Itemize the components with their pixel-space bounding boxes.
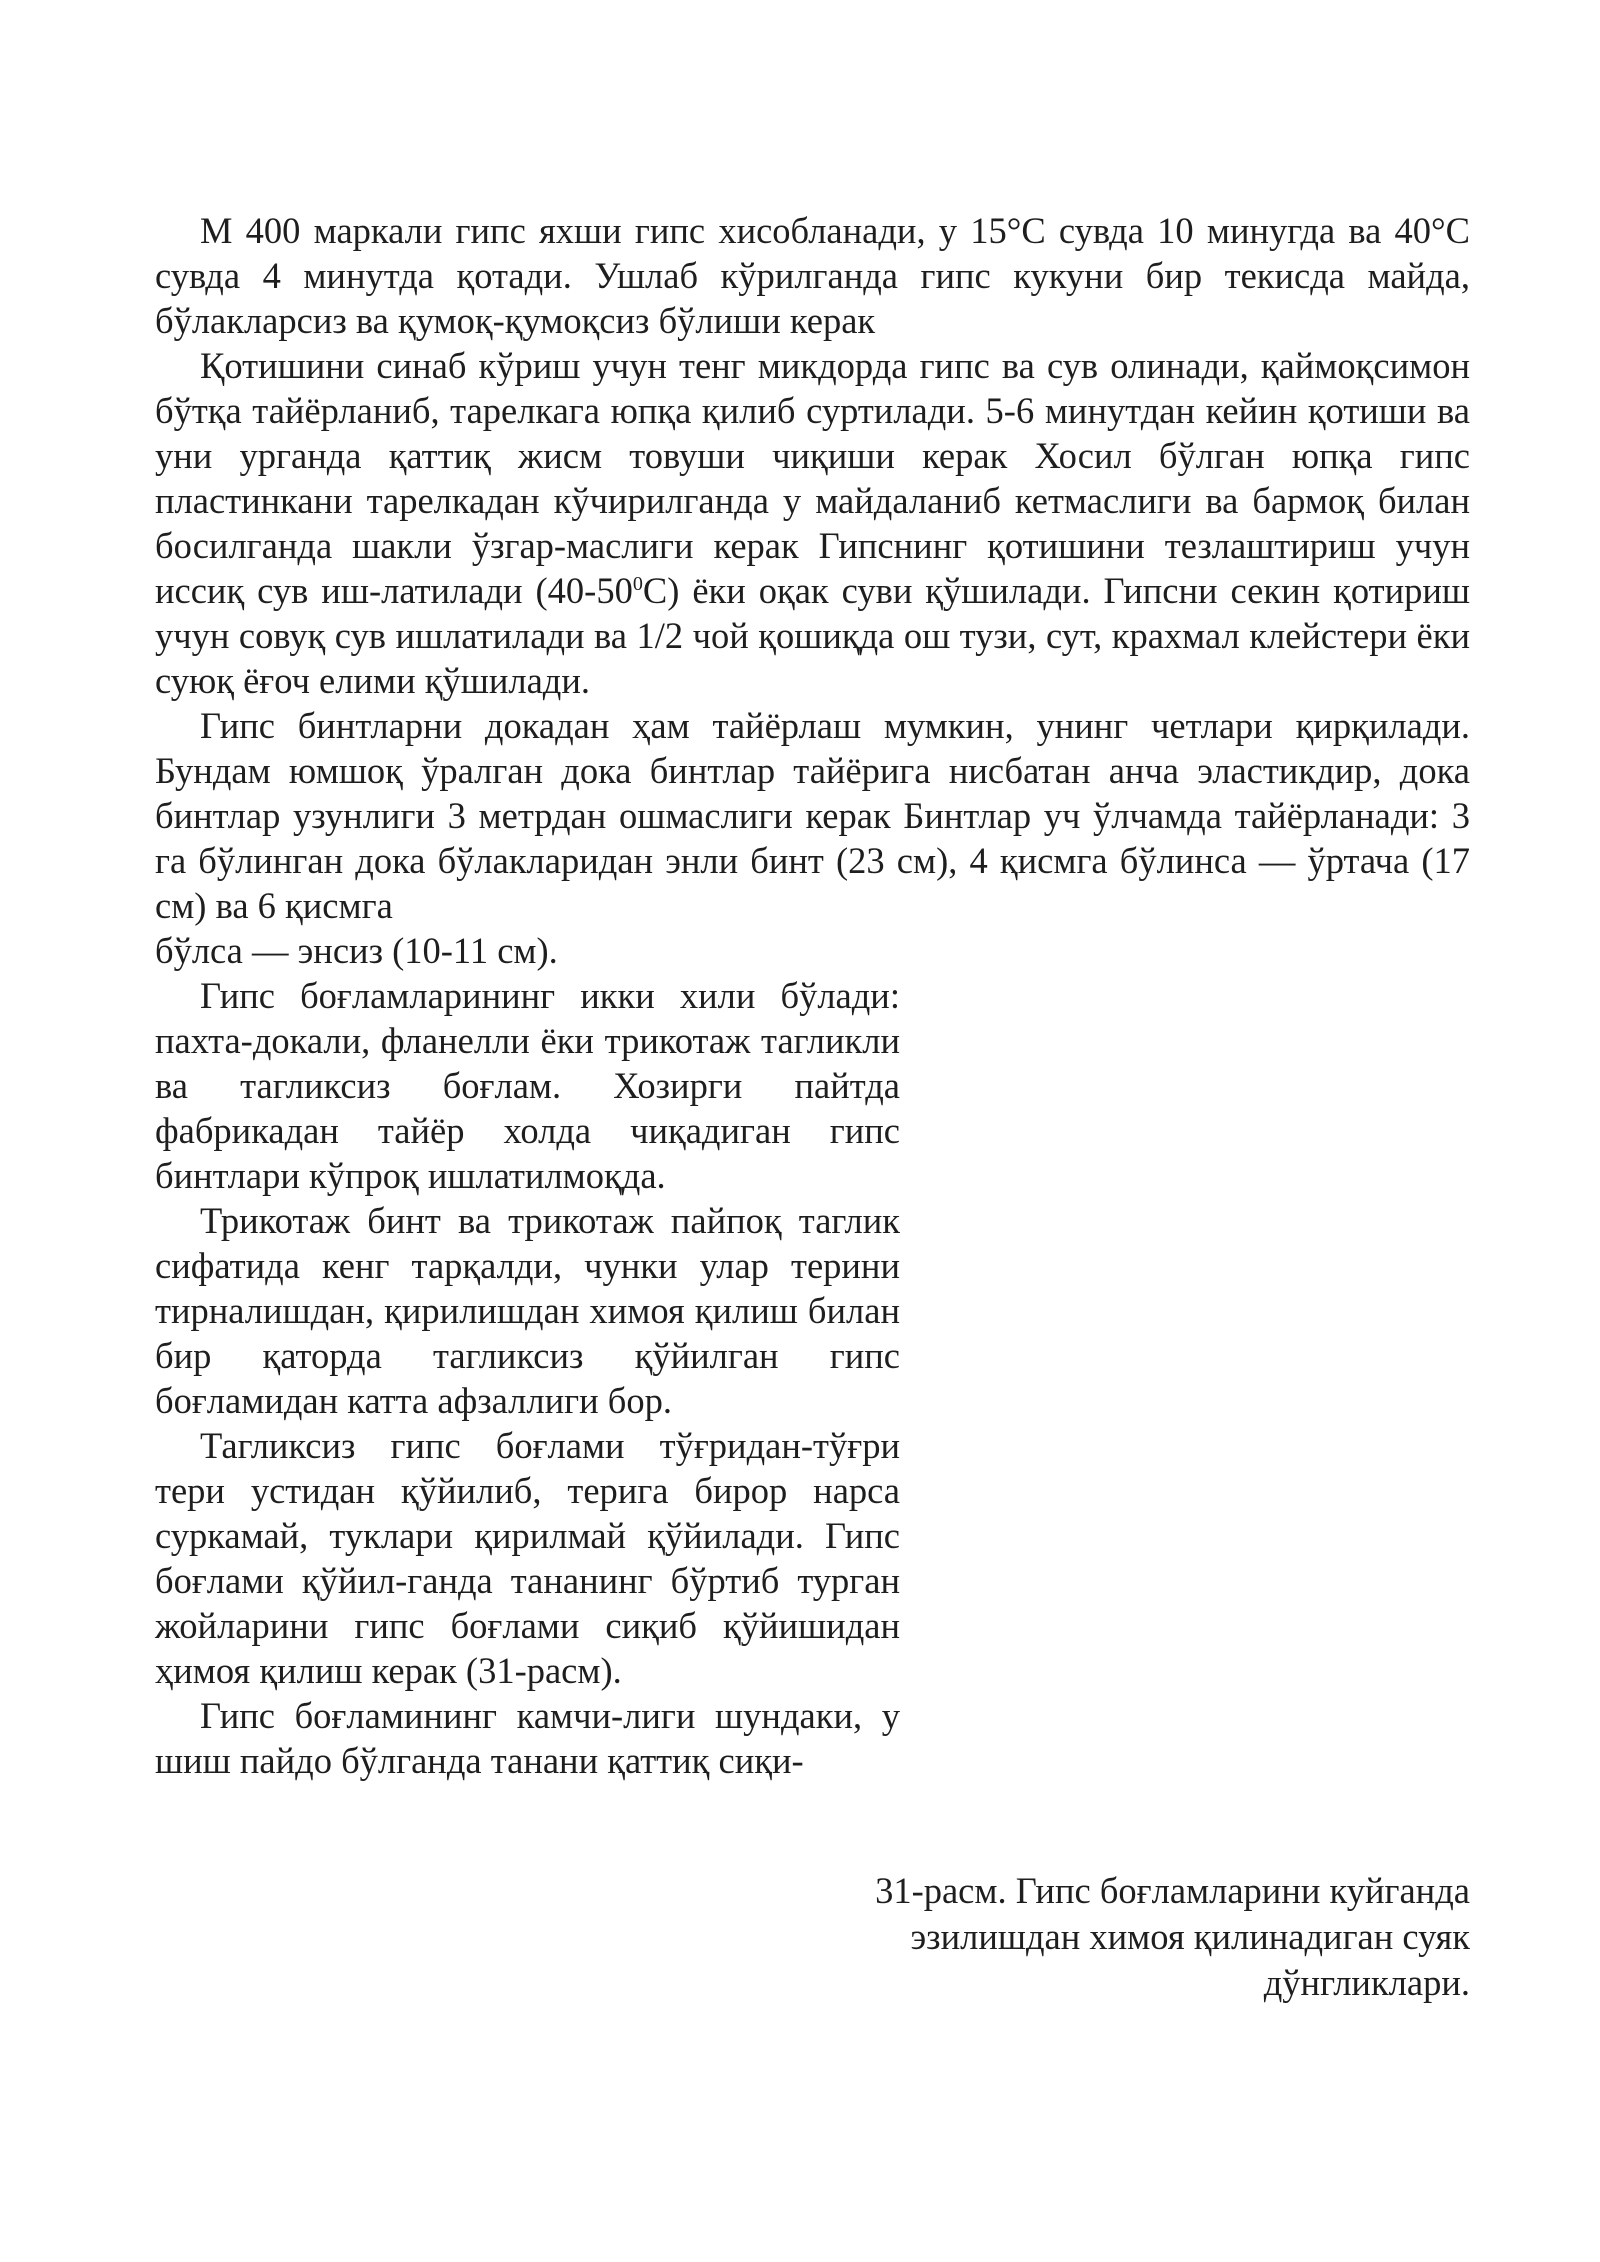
paragraph-cast-drawback: Гипс боғламининг камчи-лиги шундаки, у шиш пайдо бўлганда танани қаттиқ сиқи- (155, 1695, 900, 1781)
paragraph-gauze-bandages-end: бўлса — энсиз (10-11 см). (155, 930, 558, 971)
degree-superscript: 0 (632, 572, 643, 595)
paragraph-setting-test-text-a: Қотишини синаб кўриш учун тенг микдорда гипс ва сув олинади, қаймоқсимон бўтқа тайёрланиб, тарелкага юпқа қилиб суртилади. 5-6 минутдан кейин қотиши ва уни урганда қаттиқ жисм товуши чиқиши керак Хосил бўлган юпқа гипс пластинкани тарелкадан кўчирилганда у майдаланиб кетмаслиги ва бармоқ билан босилганда шакли ўзгар-маслиги керак Гипснинг қотишини тезлаштириш учун иссиқ сув иш-латилади (40-50 (155, 345, 1470, 611)
paragraph-knit-bandage: Трикотаж бинт ва трикотаж пайпоқ таглик сифатида кенг тарқалди, чунки улар терини тирналишдан, қирилишдан химоя қилиш билан бир қаторда тагликсиз қўйилган гипс боғламидан катта афзаллиги бор. (155, 1200, 900, 1421)
paragraph-setting-test-text-b: С) ёки оқак суви қўшилади. Гипсни секин қотириш учун совуқ сув ишлатилади ва 1/2 чой қошиқда ош тузи, сут, крахмал клейстери ёки суюқ ёғоч елими қўшилади. (155, 570, 1470, 701)
paragraph-gauze-bandages: Гипс бинтларни докадан ҳам тайёрлаш мумкин, унинг четлари қирқилади. Бундам юмшоқ ўралган дока бинтлар тайёрига нисбатан анча эластикдир, дока бинтлар узунлиги 3 метрдан ошмаслиги керак Бинтлар уч ўлчамда тайёрланади: 3 га бўлинган дока бўлакларидан энли бинт (23 см), 4 қисмга бўлинса — ўртача (17 см) ва 6 қисмга (155, 705, 1470, 926)
paragraph-setting-test (155, 343, 1470, 703)
figure-caption-line: 31-расм. Гипс боғламларини куйганда (875, 1870, 1470, 1911)
figure-caption-line: дўнгликлари. (1263, 1962, 1470, 2003)
paragraph-padless-cast: Тагликсиз гипс боғлами тўғридан-тўғри тери устидан қўйилиб, терига бирор нарса суркамай, туклари қирилмай қўйилади. Гипс боғлами қўйил-ганда тананинг бўртиб турган жойларини гипс боғлами сиқиб қўйишидан ҳимоя қилиш керак (31-расм). (155, 1425, 900, 1691)
paragraph-bandage-types: Гипс боғламларининг икки хили бўлади: пахта-докали, фланелли ёки трикотаж тагликли ва тагликсиз боғлам. Хозирги пайтда фабрикадан тайёр холда чиқадиган гипс бинтлари кўпроқ ишлатилмоқда. (155, 975, 900, 1196)
paragraph-gypsum-grade: М 400 маркали гипс яхши гипс хисобланади, у 15°С сувда 10 минугда ва 40°С сувда 4 минутда қотади. Ушлаб кўрилганда гипс кукуни бир текисда майда, бўлакларсиз ва қумоқ-қумоқсиз бўлиши керак (155, 210, 1470, 341)
figure-caption (770, 1868, 1470, 2006)
figure-caption-line: эзилишдан химоя қилинадиган суяк (910, 1916, 1470, 1957)
